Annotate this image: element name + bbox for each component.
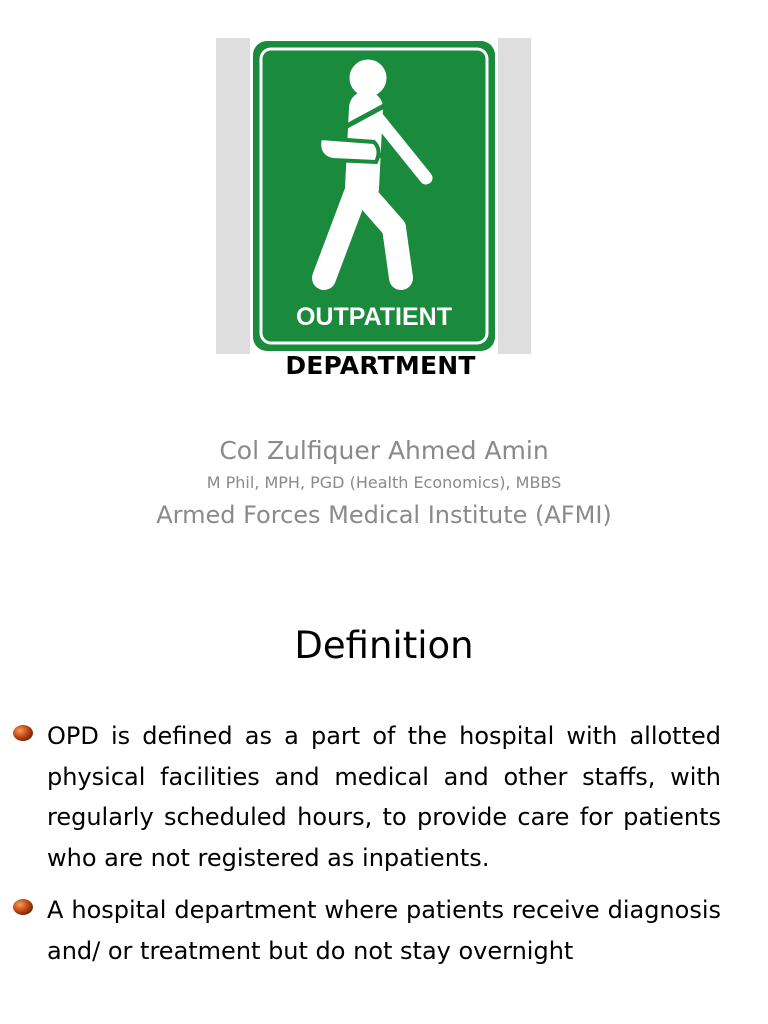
author-degrees: M Phil, MPH, PGD (Health Economics), MBBS	[206, 473, 562, 492]
author-institute: Armed Forces Medical Institute (AFMI)	[156, 501, 612, 529]
sign-label: OUTPATIENT	[295, 303, 453, 331]
outpatient-sign-image	[216, 38, 531, 354]
subtitle-heading: DEPARTMENT	[285, 351, 476, 380]
bullet-text: A hospital department where patients receive diagnosis and/ or treatment but do not stay overnight	[47, 896, 721, 965]
author-name: Col Zulfiquer Ahmed Amin	[219, 436, 549, 465]
bullet-text: OPD is defined as a part of the hospital with allotted physical facilities and medical and other staffs, with regularly scheduled hours, to provide care for patients who are not registered as inpatients.	[47, 722, 721, 872]
outpatient-sign-icon	[216, 38, 531, 354]
definition-bullet-list	[0, 716, 768, 983]
bullet-item	[0, 716, 721, 878]
definition-slide	[0, 560, 768, 1024]
orange-sphere-bullet-icon	[12, 898, 34, 916]
orange-sphere-bullet-icon	[12, 724, 34, 742]
bullet-item	[0, 890, 721, 971]
definition-heading: Definition	[294, 624, 474, 667]
